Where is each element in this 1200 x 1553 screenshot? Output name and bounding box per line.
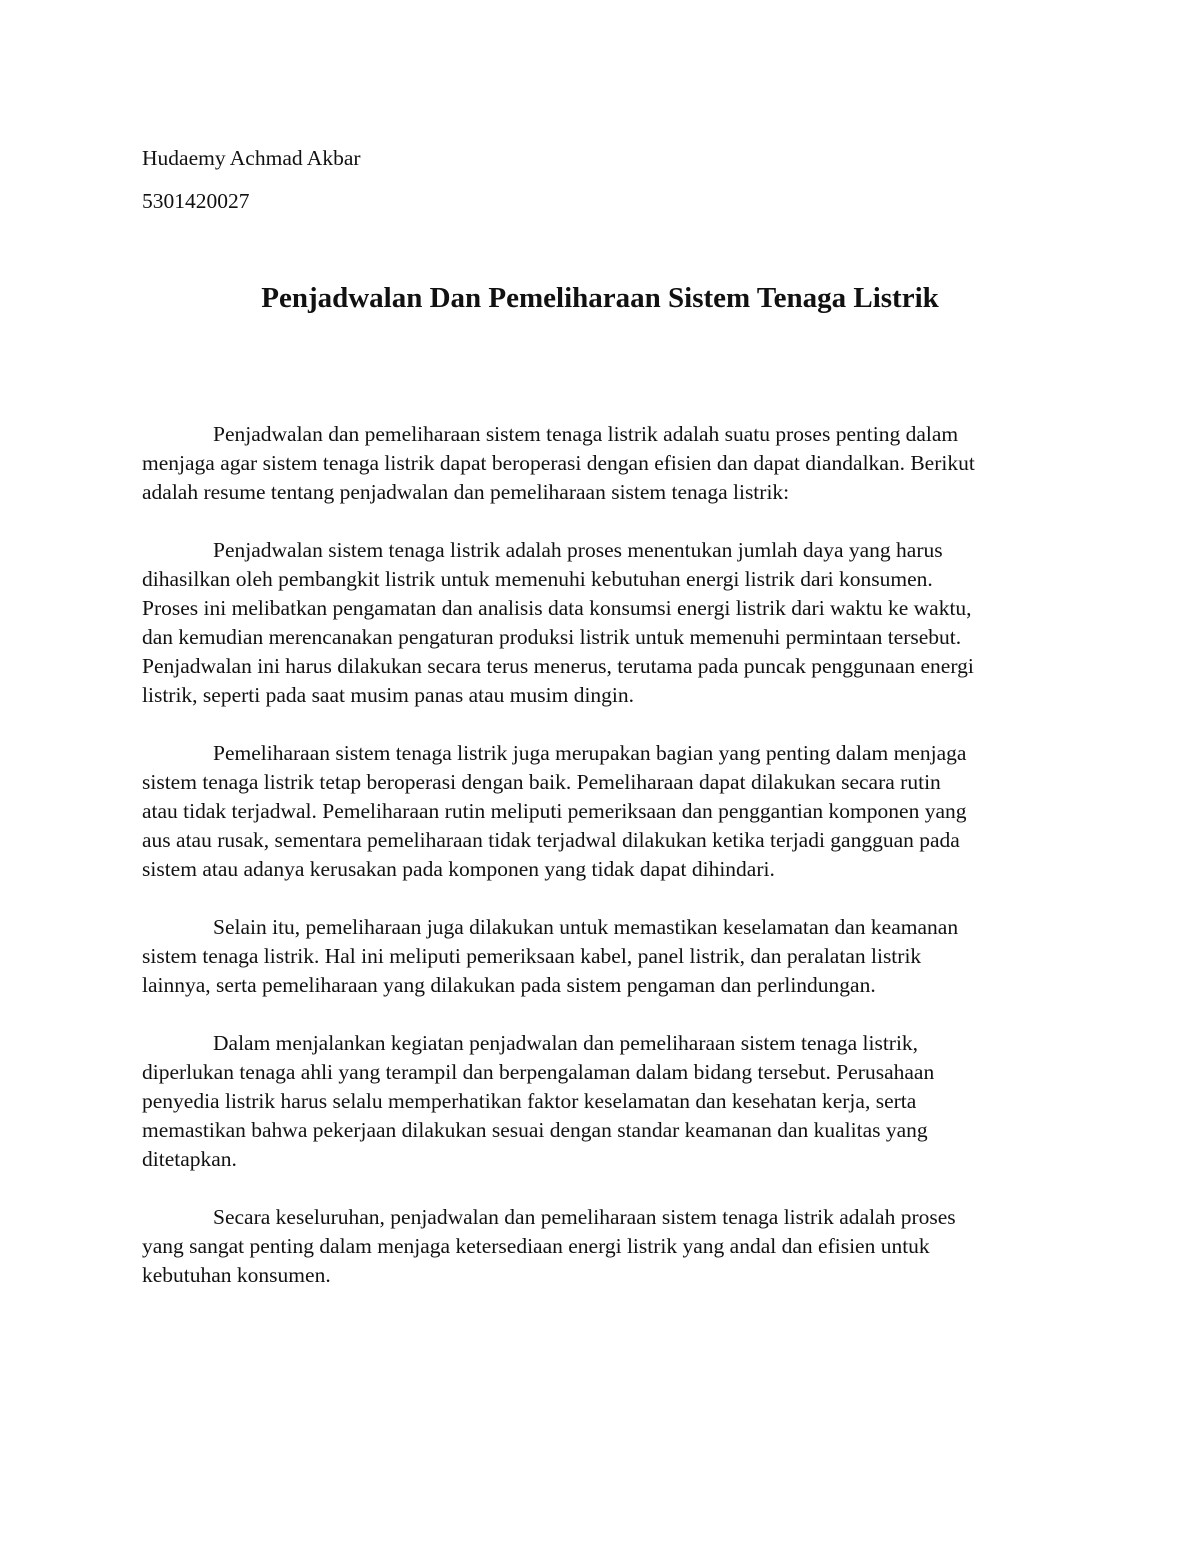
document-body [142, 420, 1062, 1319]
paragraph-line: penyedia listrik harus selalu memperhatikan faktor keselamatan dan kesehatan kerja, serta [142, 1089, 917, 1113]
paragraph-line: Selain itu, pemeliharaan juga dilakukan untuk memastikan keselamatan dan keamanan [213, 915, 959, 939]
paragraph-line: sistem tenaga listrik tetap beroperasi dengan baik. Pemeliharaan dapat dilakukan secara rutin [142, 770, 941, 794]
paragraph-line: dihasilkan oleh pembangkit listrik untuk memenuhi kebutuhan energi listrik dari konsumen. [142, 567, 933, 591]
paragraph-line: aus atau rusak, sementara pemeliharaan tidak terjadwal dilakukan ketika terjadi gangguan pada [142, 828, 960, 852]
paragraph-line: lainnya, serta pemeliharaan yang dilakukan pada sistem pengaman dan perlindungan. [142, 973, 876, 997]
paragraph-line: kebutuhan konsumen. [142, 1263, 331, 1287]
paragraph-line: dan kemudian merencanakan pengaturan produksi listrik untuk memenuhi permintaan tersebut. [142, 625, 962, 649]
paragraph-line: Dalam menjalankan kegiatan penjadwalan dan pemeliharaan sistem tenaga listrik, [213, 1031, 919, 1055]
paragraph-line: Secara keseluruhan, penjadwalan dan pemeliharaan sistem tenaga listrik adalah proses [213, 1205, 956, 1229]
paragraph-intro [142, 420, 1062, 507]
paragraph-line: listrik, seperti pada saat musim panas atau musim dingin. [142, 683, 635, 707]
paragraph-line: menjaga agar sistem tenaga listrik dapat beroperasi dengan efisien dan dapat diandalkan. Berikut [142, 451, 975, 475]
paragraph-line: Pemeliharaan sistem tenaga listrik juga merupakan bagian yang penting dalam menjaga [213, 741, 967, 765]
paragraph-line: sistem atau adanya kerusakan pada komponen yang tidak dapat dihindari. [142, 857, 775, 881]
paragraph-conclusion [142, 1203, 1062, 1290]
author-name: Hudaemy Achmad Akbar [142, 146, 361, 170]
paragraph-line: Proses ini melibatkan pengamatan dan analisis data konsumsi energi listrik dari waktu ke waktu, [142, 596, 972, 620]
paragraph-line: Penjadwalan dan pemeliharaan sistem tenaga listrik adalah suatu proses penting dalam [213, 422, 959, 446]
paragraph-line: atau tidak terjadwal. Pemeliharaan rutin meliputi pemeriksaan dan penggantian komponen yang [142, 799, 967, 823]
paragraph-safety [142, 913, 1062, 1000]
paragraph-scheduling [142, 536, 1062, 710]
paragraph-line: sistem tenaga listrik. Hal ini meliputi pemeriksaan kabel, panel listrik, dan peralatan listrik [142, 944, 922, 968]
paragraph-line: Penjadwalan sistem tenaga listrik adalah proses menentukan jumlah daya yang harus [213, 538, 943, 562]
paragraph-line: memastikan bahwa pekerjaan dilakukan sesuai dengan standar keamanan dan kualitas yang [142, 1118, 928, 1142]
paragraph-line: ditetapkan. [142, 1147, 237, 1171]
paragraph-personnel [142, 1029, 1062, 1174]
paragraph-maintenance [142, 739, 1062, 884]
paragraph-line: yang sangat penting dalam menjaga ketersediaan energi listrik yang andal dan efisien untuk [142, 1234, 930, 1258]
paragraph-line: diperlukan tenaga ahli yang terampil dan berpengalaman dalam bidang tersebut. Perusahaan [142, 1060, 935, 1084]
paragraph-line: adalah resume tentang penjadwalan dan pemeliharaan sistem tenaga listrik: [142, 480, 790, 504]
document-title: Penjadwalan Dan Pemeliharaan Sistem Tenaga Listrik [261, 282, 939, 314]
paragraph-line: Penjadwalan ini harus dilakukan secara terus menerus, terutama pada puncak penggunaan energi [142, 654, 974, 678]
student-id: 5301420027 [142, 189, 250, 213]
